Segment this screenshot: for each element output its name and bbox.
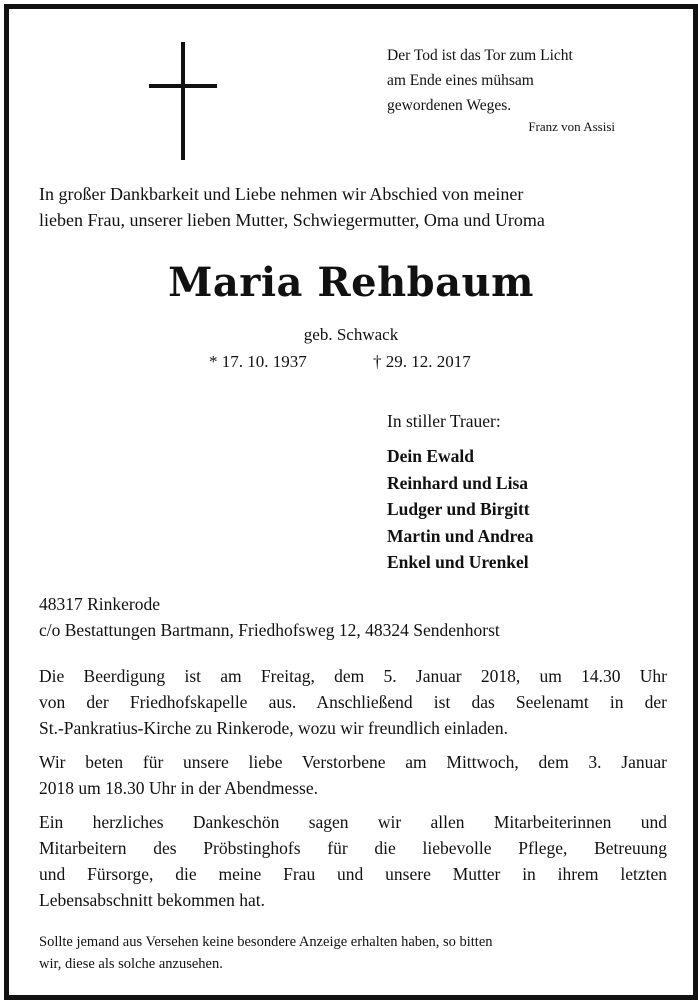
intro-line: In großer Dankbarkeit und Liebe nehmen wir Abschied von meiner [39,184,524,204]
mourner: Reinhard und Lisa [387,472,529,493]
paragraph-line: und Fürsorge, die meine Frau und unsere Mutter in ihrem letzten [39,864,667,884]
quote-author: Franz von Assisi [528,119,615,134]
mourner: Dein Ewald [387,446,475,466]
mourning-heading: In stiller Trauer: [387,411,501,431]
paragraph-line: Lebensabschnitt bekommen hat. [39,890,265,910]
closing-line: Sollte jemand aus Versehen keine besondere Anzeige erhalten haben, so bitten [39,934,493,950]
quote-line: Der Tod ist das Tor zum Licht [387,47,573,64]
intro-text [39,181,667,233]
paragraph-line: von der Friedhofskapelle aus. Anschließend ist das Seelenamt in der [39,692,667,712]
paragraph-line: St.-Pankratius-Kirche zu Rinkerode, wozu wir freundlich einladen. [39,718,508,738]
intro-line: lieben Frau, unserer lieben Mutter, Schwiegermutter, Oma und Uroma [39,210,545,230]
mourner: Enkel und Urenkel [387,552,529,572]
obituary-notice [4,4,698,1000]
birth-date: * 17. 10. 1937 [209,352,307,371]
mourner-list [387,443,534,576]
paragraph-line: Mitarbeitern des Pröbstinghofs für die liebevolle Pflege, Betreuung [39,838,667,858]
paragraph-line: Wir beten für unsere liebe Verstorbene am Mittwoch, dem 3. Januar [39,752,667,772]
quote-line: am Ende eines mühsam [387,72,534,89]
quote [387,43,573,118]
paragraph-line: Die Beerdigung ist am Freitag, dem 5. Januar 2018, um 14.30 Uhr [39,666,667,686]
mourner: Martin und Andrea [387,525,534,546]
paragraph-line: 2018 um 18.30 Uhr in der Abendmesse. [39,778,318,798]
cross-icon [181,42,185,160]
thanks-paragraph [39,809,667,913]
death-date: † 29. 12. 2017 [373,352,471,371]
prayer-paragraph [39,749,667,801]
closing-note [39,931,667,975]
address [39,591,500,643]
mourner: Ludger und Birgitt [387,499,530,519]
paragraph-line: Ein herzliches Dankeschön sagen wir allen Mitarbeiterinnen und [39,812,667,832]
address-line: c/o Bestattungen Bartmann, Friedhofsweg 12, 48324 Sendenhorst [39,620,500,640]
deceased-name: Maria Rehbaum [168,259,534,306]
address-line: 48317 Rinkerode [39,594,161,614]
closing-line: wir, diese als solche anzusehen. [39,956,223,972]
birth-name: geb. Schwack [303,325,399,344]
quote-line: gewordenen Weges. [387,97,512,114]
cross-icon-bar [149,84,217,88]
funeral-paragraph [39,663,667,741]
